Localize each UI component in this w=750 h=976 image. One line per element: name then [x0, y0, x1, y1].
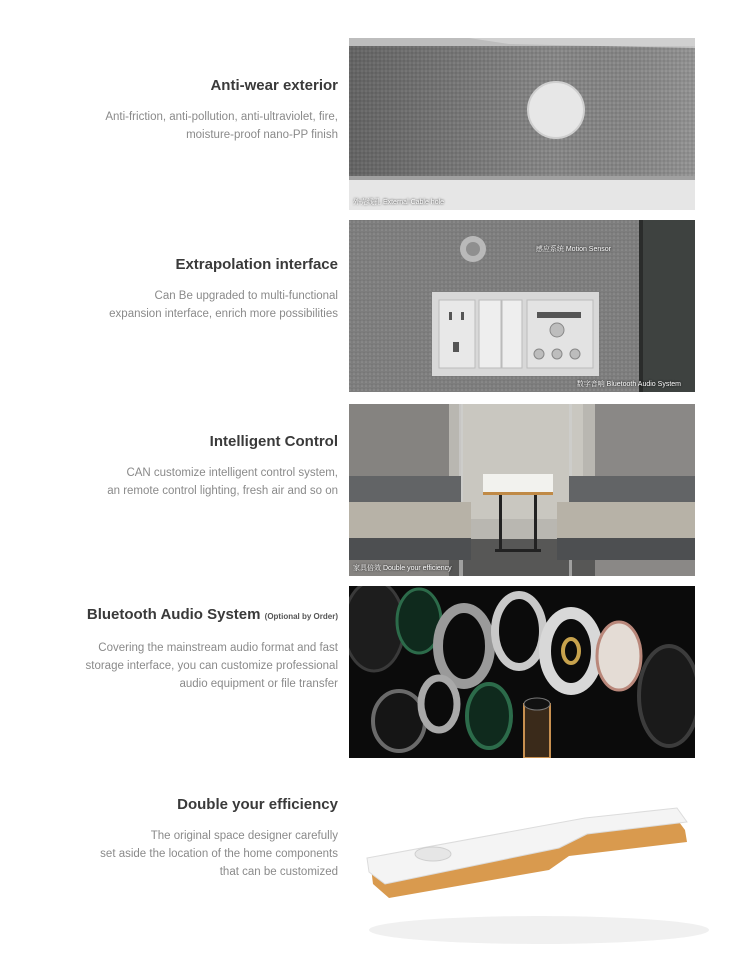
desc-line: set aside the location of the home components	[100, 848, 338, 860]
feature-text	[40, 432, 338, 500]
audio-exploded-image	[349, 586, 695, 758]
feature-title: Anti-wear exterior	[210, 77, 338, 94]
interface-panel-image	[349, 220, 695, 392]
audio-exploded-photo	[349, 586, 695, 758]
booth-interior-photo	[349, 404, 695, 576]
feature-text	[40, 76, 338, 144]
desc-line: that can be customized	[219, 866, 338, 878]
feature-title	[40, 605, 338, 627]
feature-text	[40, 795, 338, 881]
desc-line: storage interface, you can customize professional	[85, 660, 338, 672]
shelf-product-image	[349, 780, 717, 956]
feature-text	[40, 605, 338, 693]
interface-panel-photo	[349, 220, 695, 392]
feature-description	[40, 287, 338, 323]
photo-caption: 外壳线孔 External Cable hole	[353, 199, 445, 206]
shelf-charger-pad	[415, 847, 451, 861]
desc-line: CAN customize intelligent control system,	[126, 467, 338, 479]
photo-caption: 数字音响 Bluetooth Audio System	[576, 381, 681, 388]
desc-line: audio equipment or file transfer	[179, 678, 338, 690]
sofa-left-back	[349, 476, 461, 506]
desc-line: an remote control lighting, fresh air and so on	[107, 485, 338, 497]
feature-description	[40, 464, 338, 500]
feature-title: Extrapolation interface	[175, 256, 338, 273]
felt-exterior-image	[349, 38, 695, 210]
feature-description	[40, 639, 338, 693]
feature-title-note: (Optional by Order)	[264, 612, 338, 621]
feature-text	[40, 255, 338, 323]
desc-line: Anti-friction, anti-pollution, anti-ultraviolet, fire,	[105, 111, 338, 123]
feature-description	[40, 108, 338, 144]
felt-exterior-photo	[349, 38, 695, 210]
feature-description	[40, 827, 338, 881]
feature-title: Intelligent Control	[209, 433, 338, 450]
booth-interior-image	[349, 404, 695, 576]
desc-line: expansion interface, enrich more possibilities	[109, 308, 338, 320]
sensor-caption: 感应系统 Motion Sensor	[535, 246, 611, 253]
feature-title-text: Bluetooth Audio System	[86, 606, 261, 623]
photo-caption: 家具倍效 Double your efficiency	[353, 565, 452, 572]
sofa-left-seat	[349, 502, 471, 540]
desc-line: Covering the mainstream audio format and fast	[98, 642, 338, 654]
feature-title: Double your efficiency	[177, 796, 338, 813]
center-table	[483, 474, 553, 494]
shelf-product-photo	[349, 780, 717, 956]
desc-line: Can Be upgraded to multi-functional	[154, 290, 338, 302]
desc-line: moisture-proof nano-PP finish	[186, 129, 338, 141]
desc-line: The original space designer carefully	[150, 830, 338, 842]
sofa-right-back	[569, 476, 695, 506]
sofa-right-seat	[557, 502, 695, 540]
